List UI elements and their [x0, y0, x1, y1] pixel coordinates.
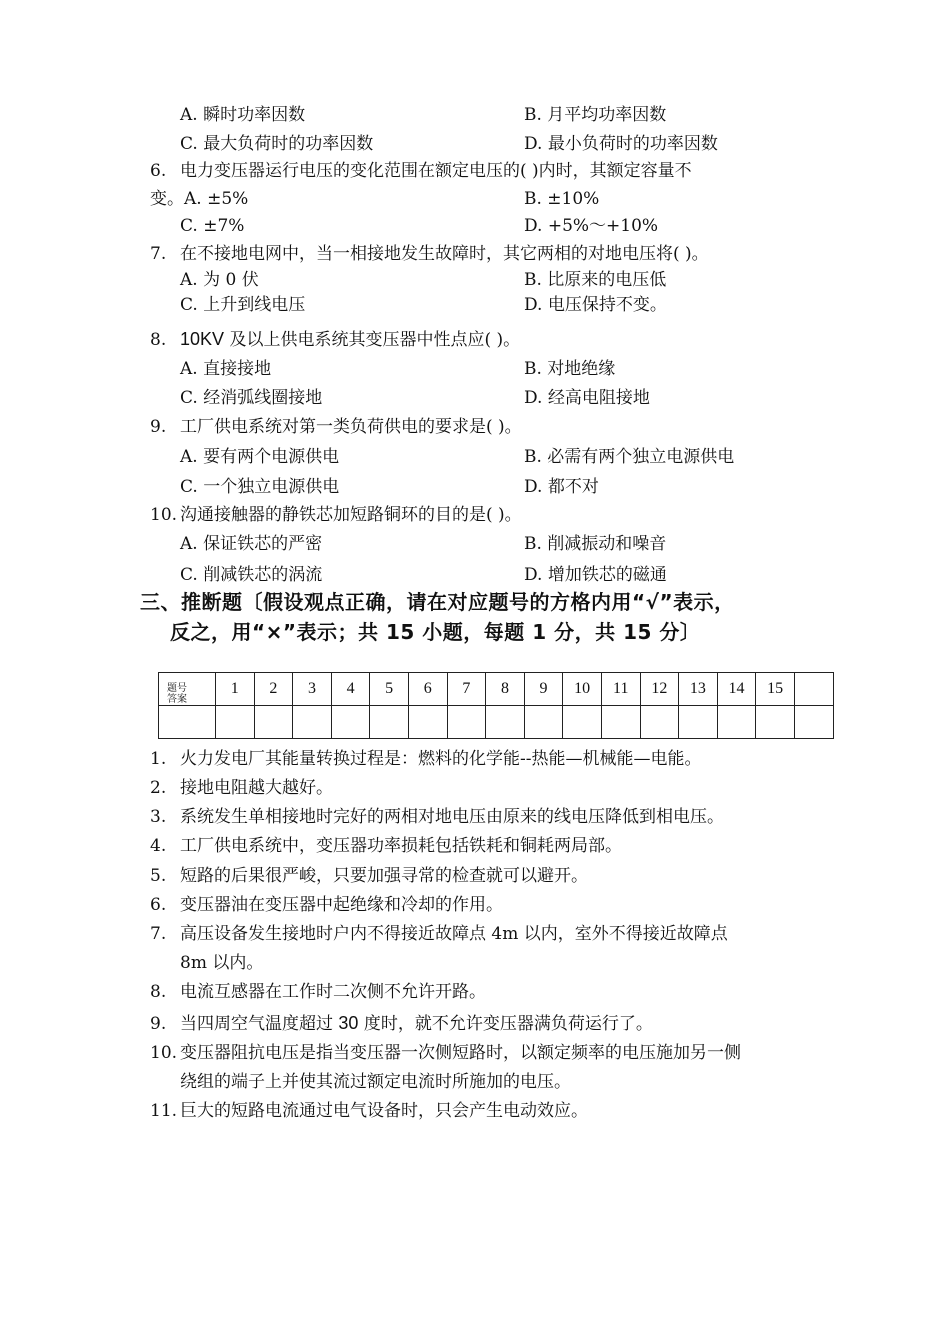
answer-table-header-cell: [159, 673, 216, 706]
question-number-cell: 10: [563, 673, 602, 706]
q9-option-a: A. 要有两个电源供电: [180, 447, 340, 467]
tf-text: 接地电阻越大越好。: [180, 778, 333, 798]
answer-cell[interactable]: [601, 706, 640, 739]
q7-option-c: C. 上升到线电压: [180, 295, 306, 315]
q6-stem: 电力变压器运行电压的变化范围在额定电压的( )内时，其额定容量不: [180, 161, 692, 181]
tf-item-5: [150, 865, 588, 887]
q10-stem: 沟通接触器的静铁芯加短路铜环的目的是( )。: [180, 505, 522, 525]
tf-text: 工厂供电系统中，变压器功率损耗包括铁耗和铜耗两局部。: [180, 836, 622, 856]
question-number-cell: 3: [293, 673, 332, 706]
question-number-cell: 6: [408, 673, 447, 706]
question-number-cell: 4: [331, 673, 370, 706]
tf-number: 3.: [150, 807, 167, 827]
tf-text: 度时，就不允许变压器满负荷运行了。: [358, 1014, 653, 1034]
q9-option-b: B. 必需有两个独立电源供电: [524, 447, 735, 467]
answer-cell[interactable]: [486, 706, 525, 739]
question-number-cell: 13: [679, 673, 718, 706]
q7-number: 7.: [150, 244, 167, 264]
q7-option-b: B. 比原来的电压低: [524, 270, 667, 290]
tf-item-3: [150, 806, 724, 828]
question-number-cell: 5: [370, 673, 409, 706]
q5-option-d: D. 最小负荷时的功率因数: [524, 134, 718, 154]
question-number-cell: 2: [254, 673, 293, 706]
question-number-cell: 1: [216, 673, 255, 706]
answer-cell[interactable]: [408, 706, 447, 739]
q6-stem-line: [150, 160, 692, 182]
q7-stem-line: [150, 243, 709, 265]
answer-cell[interactable]: [794, 706, 833, 739]
tf-text: 电流互感器在工作时二次侧不允许开路。: [180, 982, 486, 1002]
section3-heading-line2: 反之，用“×”表示；共 15 小题，每题 1 分，共 15 分〕: [170, 620, 701, 644]
q8-option-b: B. 对地绝缘: [524, 359, 616, 379]
tf-text: 变压器油在变压器中起绝缘和冷却的作用。: [180, 895, 503, 915]
q6-option-c: C. ±7%: [180, 216, 245, 236]
answer-table-number-row: [159, 673, 834, 706]
answer-cell[interactable]: [254, 706, 293, 739]
tf-item-4: [150, 835, 622, 857]
q10-stem-line: [150, 504, 522, 526]
q8-stem-voltage: 10KV: [180, 329, 225, 349]
tf-item-6: [150, 894, 503, 916]
answer-cell[interactable]: [756, 706, 795, 739]
q6-number: 6.: [150, 161, 167, 181]
tf-number: 7.: [150, 924, 167, 944]
q9-option-c: C. 一个独立电源供电: [180, 477, 340, 497]
q9-option-d: D. 都不对: [524, 477, 599, 497]
q9-number: 9.: [150, 417, 167, 437]
tf-number: 8.: [150, 982, 167, 1002]
q8-option-c: C. 经消弧线圈接地: [180, 388, 323, 408]
q10-option-d: D. 增加铁芯的磁通: [524, 565, 667, 585]
answer-table: [158, 672, 834, 739]
tf-number: 5.: [150, 866, 167, 886]
question-number-cell: 9: [524, 673, 563, 706]
answer-cell[interactable]: [216, 706, 255, 739]
tf-item-7: [150, 923, 728, 945]
q7-stem: 在不接地电网中，当一相接地发生故障时，其它两相的对地电压将( )。: [180, 244, 709, 264]
q5-option-b: B. 月平均功率因数: [524, 105, 667, 125]
q7-option-d: D. 电压保持不变。: [524, 295, 667, 315]
q8-option-d: D. 经高电阻接地: [524, 388, 650, 408]
q6-stem-continued: 变。A. ±5%: [150, 189, 249, 209]
tf-item-10: [150, 1042, 741, 1064]
q10-option-b: B. 削减振动和噪音: [524, 534, 667, 554]
tf-number: 10.: [150, 1043, 178, 1063]
tf-item-11: [150, 1100, 588, 1122]
answer-cell[interactable]: [331, 706, 370, 739]
answer-cell[interactable]: [563, 706, 602, 739]
answer-row-label-cell: [159, 706, 216, 739]
question-number-cell: 15: [756, 673, 795, 706]
tf-item-9: [150, 1012, 653, 1035]
tf-text: 当四周空气温度超过: [180, 1014, 339, 1034]
tf-item-10-continued: 绕组的端子上并使其流过额定电流时所施加的电压。: [180, 1072, 571, 1092]
tf-text: 变压器阻抗电压是指当变压器一次侧短路时，以额定频率的电压施加另一侧: [180, 1043, 741, 1063]
answer-cell[interactable]: [679, 706, 718, 739]
q10-option-a: A. 保证铁芯的严密: [180, 534, 323, 554]
q6-option-d: D. +5%～+10%: [524, 216, 659, 236]
answer-cell[interactable]: [447, 706, 486, 739]
tf-number: 4.: [150, 836, 167, 856]
header-answer: 答案: [167, 694, 187, 705]
question-number-cell: 12: [640, 673, 679, 706]
tf-text: 巨大的短路电流通过电气设备时，只会产生电动效应。: [180, 1101, 588, 1121]
answer-cell[interactable]: [640, 706, 679, 739]
question-number-cell: 11: [601, 673, 640, 706]
question-number-cell: 7: [447, 673, 486, 706]
tf-item-2: [150, 777, 333, 799]
tf-text: 火力发电厂其能量转换过程是：燃料的化学能--热能—机械能—电能。: [180, 749, 702, 769]
tf-text: 系统发生单相接地时完好的两相对地电压由原来的线电压降低到相电压。: [180, 807, 724, 827]
answer-table-answer-row: [159, 706, 834, 739]
tf-item-1: [150, 748, 702, 770]
q8-stem-line: [150, 328, 520, 351]
answer-cell[interactable]: [524, 706, 563, 739]
q10-option-c: C. 削减铁芯的涡流: [180, 565, 323, 585]
tf-number: 1.: [150, 749, 167, 769]
question-number-cell: 8: [486, 673, 525, 706]
tf-item-7-continued: 8m 以内。: [180, 953, 264, 973]
q6-option-b: B. ±10%: [524, 189, 600, 209]
q8-option-a: A. 直接接地: [180, 359, 272, 379]
tf-number: 11.: [150, 1101, 178, 1121]
section3-heading-line1: 三、推断题〔假设观点正确，请在对应题号的方格内用“√”表示，: [140, 590, 735, 614]
tf-number: 9.: [150, 1014, 167, 1034]
tf-text: 短路的后果很严峻，只要加强寻常的检查就可以避开。: [180, 866, 588, 886]
q7-option-a: A. 为 0 伏: [180, 270, 259, 290]
answer-cell[interactable]: [717, 706, 756, 739]
q8-number: 8.: [150, 330, 167, 350]
q9-stem: 工厂供电系统对第一类负荷供电的要求是( )。: [180, 417, 522, 437]
tf-item-8: [150, 981, 486, 1003]
q9-stem-line: [150, 416, 522, 438]
question-number-cell: 14: [717, 673, 756, 706]
q8-stem: 及以上供电系统其变压器中性点应( )。: [224, 330, 521, 350]
tf-text-temperature: 30: [338, 1013, 359, 1033]
q5-option-a: A. 瞬时功率因数: [180, 105, 306, 125]
q10-number: 10.: [150, 505, 178, 525]
tf-text: 高压设备发生接地时户内不得接近故障点 4m 以内，室外不得接近故障点: [180, 924, 728, 944]
answer-cell[interactable]: [293, 706, 332, 739]
header-question-number: 题号: [167, 683, 187, 694]
q5-option-c: C. 最大负荷时的功率因数: [180, 134, 374, 154]
tf-number: 2.: [150, 778, 167, 798]
tf-number: 6.: [150, 895, 167, 915]
question-number-cell: [794, 673, 833, 706]
answer-cell[interactable]: [370, 706, 409, 739]
